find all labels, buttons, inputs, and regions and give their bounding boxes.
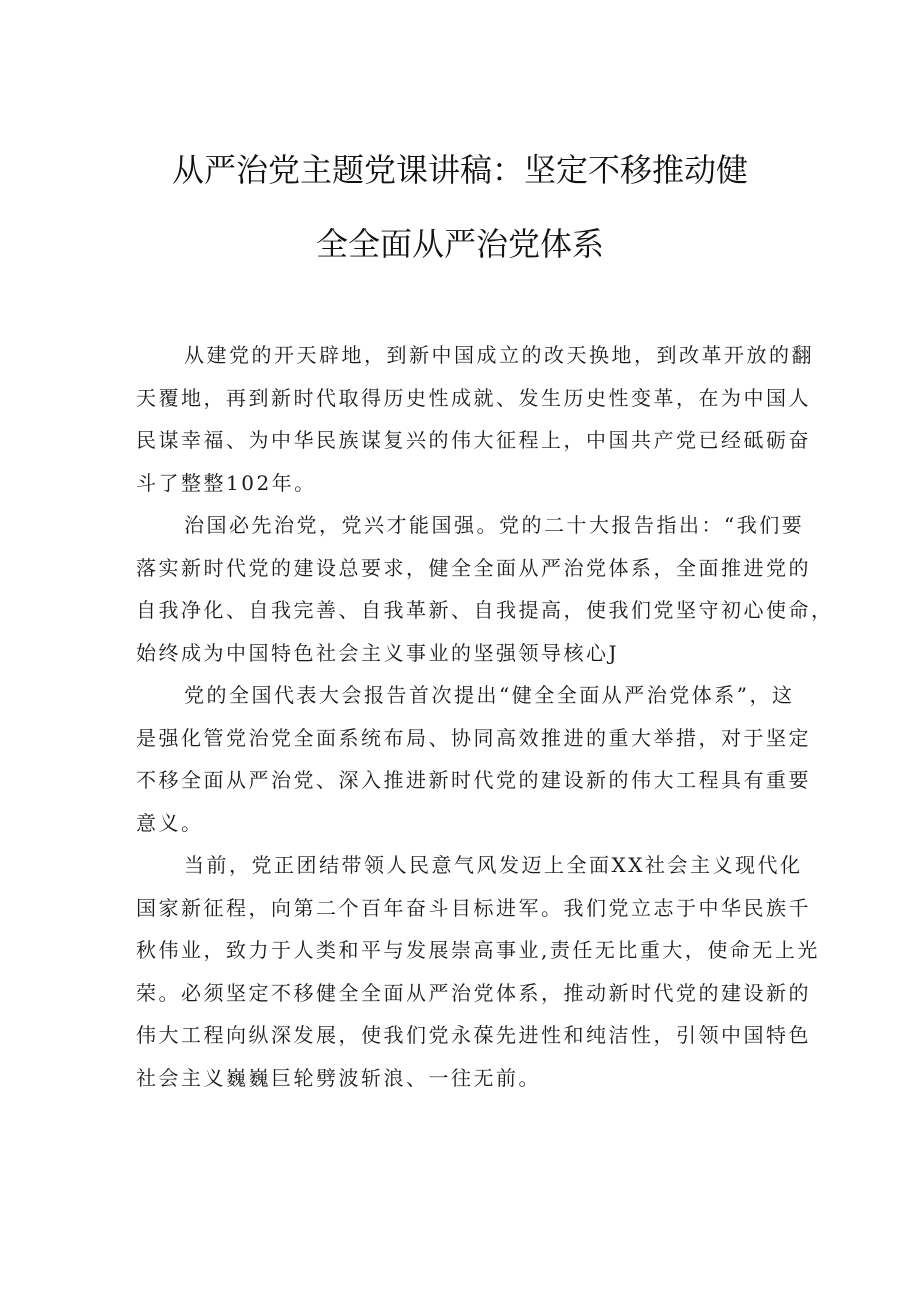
paragraph-1	[136, 334, 814, 504]
paragraph-line: 荣。必须坚定不移健全全面从严治党体系，推动新时代党的建设新的	[136, 980, 811, 1005]
paragraph-line: 治国必先治党，党兴才能国强。党的二十大报告指出：“我们要	[184, 513, 805, 537]
paragraph-line: 伟大工程向纵深发展，使我们党永葆先进性和纯洁性，引领中国特色	[136, 1023, 811, 1047]
paragraph-line: 不移全面从严治党、深入推进新时代党的建设新的伟大工程具有重要	[136, 768, 811, 792]
document-title-line-2: 全全面从严治党体系	[315, 225, 604, 263]
paragraph-line: 民谋幸福、为中华民族谋复兴的伟大征程上，中国共产党已经砥砺奋	[136, 428, 811, 452]
document-body	[136, 334, 834, 1099]
paragraph-line: 斗了整整102年。	[136, 470, 317, 495]
paragraph-line: 当前，党正团结带领人民意气风发迈上全面XX社会主义现代化	[184, 853, 803, 877]
paragraph-3	[136, 674, 811, 844]
paragraph-line: 落实新时代党的建设总要求，健全全面从严治党体系，全面推进党的	[136, 555, 811, 580]
paragraph-4	[136, 844, 820, 1099]
paragraph-line: 秋伟业，致力于人类和平与发展崇高事业,责任无比重大，使命无上光	[136, 938, 820, 962]
paragraph-line: 从建党的开天辟地，到新中国成立的改天换地，到改革开放的翻	[184, 343, 814, 367]
paragraph-line: 意义。	[136, 810, 204, 835]
document-title-line-1: 从严治党主题党课讲稿：坚定不移推动健	[171, 151, 748, 189]
paragraph-2	[136, 504, 834, 674]
paragraph-line: 国家新征程，向第二个百年奋斗目标进军。我们党立志于中华民族千	[136, 895, 811, 920]
paragraph-line: 社会主义巍巍巨轮劈波斩浪、一往无前。	[136, 1065, 541, 1090]
paragraph-line: 是强化管党治党全面系统布局、协同高效推进的重大举措，对于坚定	[136, 725, 811, 750]
paragraph-line: 自我净化、自我完善、自我革新、自我提高，使我们党坚守初心使命，	[136, 598, 834, 622]
paragraph-line: 始终成为中国特色社会主义事业的坚强领导核心J	[136, 640, 620, 665]
paragraph-line: 天覆地，再到新时代取得历史性成就、发生历史性变革，在为中国人	[136, 385, 811, 410]
paragraph-line: 党的全国代表大会报告首次提出“健全全面从严治党体系”，这	[184, 683, 795, 707]
